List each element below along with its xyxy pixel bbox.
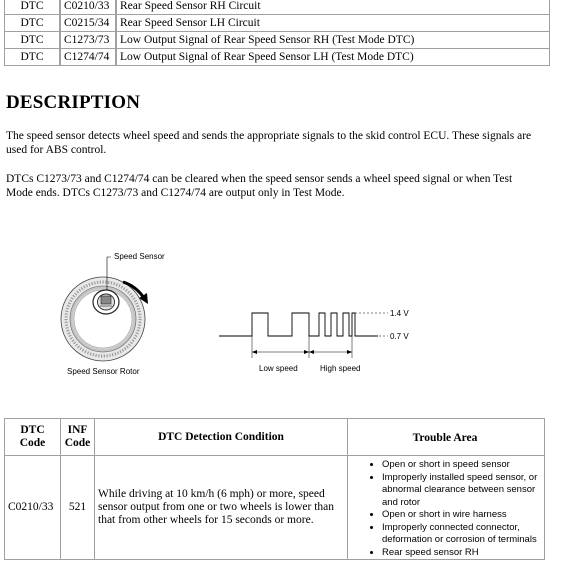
header-dtc-code: DTC Code xyxy=(5,419,61,456)
high-speed-label: High speed xyxy=(320,364,361,373)
dtc-type-cell: DTC xyxy=(4,15,60,32)
trouble-area-item: • Open or short in wire harness xyxy=(382,509,540,522)
dtc-description-cell: Rear Speed Sensor RH Circuit xyxy=(116,0,550,15)
dtc-code-cell: C1273/73 xyxy=(60,32,116,49)
dtc-list-row xyxy=(4,32,550,49)
speed-sensor-drawing xyxy=(93,290,119,314)
dtc-code-cell: C1274/74 xyxy=(60,49,116,66)
dtc-type-cell: DTC xyxy=(4,0,60,15)
trouble-area-item: • Open or short in speed sensor xyxy=(382,459,540,472)
speed-sensor-illustration xyxy=(0,240,579,390)
dtc-type-cell: DTC xyxy=(4,49,60,66)
dtc-description-cell: Rear Speed Sensor LH Circuit xyxy=(116,15,550,32)
dtc-list-body xyxy=(4,0,550,66)
detection-row xyxy=(5,456,545,560)
dtc-list-row xyxy=(4,49,550,66)
section-heading: DESCRIPTION xyxy=(6,92,141,113)
trouble-area-bullets xyxy=(350,459,540,559)
dtc-detection-table xyxy=(4,418,545,560)
signal-waveform xyxy=(219,313,388,358)
detection-dtc-code: C0210/33 xyxy=(5,456,61,560)
description-paragraph-1: The speed sensor detects wheel speed and sends the appropriate signals to the skid control ECU. These signals are used for ABS control. xyxy=(6,130,532,156)
rotor-label: Speed Sensor Rotor xyxy=(67,367,140,376)
detection-condition: While driving at 10 km/h (6 mph) or more, speed sensor output from one or two wheels is lower than that from other wheels for 15 seconds or more. xyxy=(95,456,348,560)
dtc-list-row xyxy=(4,0,550,15)
dtc-description-cell: Low Output Signal of Rear Speed Sensor LH (Test Mode DTC) xyxy=(116,49,550,66)
trouble-area-item: • Improperly installed speed sensor, or abnormal clearance between sensor and rotor xyxy=(382,472,540,510)
header-trouble-area: Trouble Area xyxy=(348,419,545,456)
voltage-low-label: 0.7 V xyxy=(390,332,409,341)
speed-sensor-rotor-drawing xyxy=(61,277,145,361)
detection-inf-code: 521 xyxy=(61,456,95,560)
dtc-description-cell: Low Output Signal of Rear Speed Sensor RH (Test Mode DTC) xyxy=(116,32,550,49)
detection-table-body xyxy=(5,456,545,560)
header-condition: DTC Detection Condition xyxy=(95,419,348,456)
detection-table-header xyxy=(5,419,545,456)
trouble-area-item: • Improperly connected connector, deformation or corrosion of terminals xyxy=(382,522,540,547)
voltage-high-label: 1.4 V xyxy=(390,309,409,318)
dtc-list-table xyxy=(4,0,550,66)
trouble-area-item: • Rear speed sensor RH xyxy=(382,547,540,560)
dtc-code-cell: C0210/33 xyxy=(60,0,116,15)
dtc-list-row xyxy=(4,15,550,32)
trouble-area-list xyxy=(348,456,545,560)
dtc-type-cell: DTC xyxy=(4,32,60,49)
speed-sensor-label: Speed Sensor xyxy=(114,252,165,261)
header-inf-code: INF Code xyxy=(61,419,95,456)
low-speed-label: Low speed xyxy=(259,364,298,373)
description-paragraph-2: DTCs C1273/73 and C1274/74 can be cleared when the speed sensor sends a wheel speed signal or when Test Mode ends. DTCs C1273/73 and C1274/74 are output only in Test Mode. xyxy=(6,173,513,199)
dtc-code-cell: C0215/34 xyxy=(60,15,116,32)
